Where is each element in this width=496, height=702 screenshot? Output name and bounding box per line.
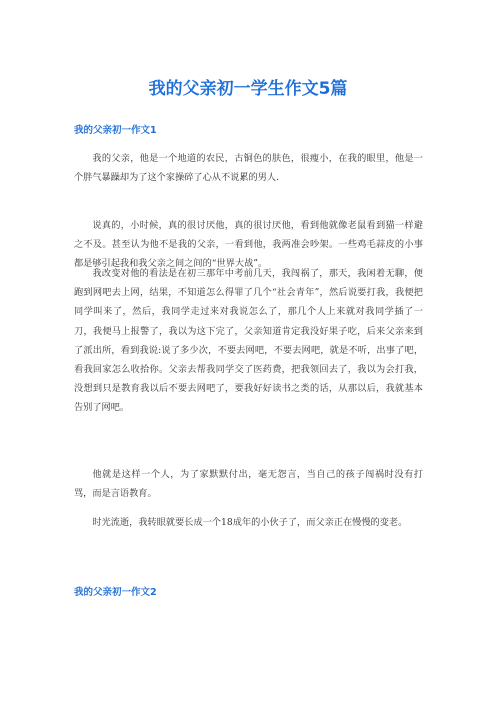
section-heading-2: 我的父亲初一作文2: [74, 587, 157, 598]
paragraph: 说真的，小时候，真的很讨厌他，真的很讨厌他，看到他就像老鼠看到猫一样避之不及。甚至认为他不是我的父亲，一看到他，我两准会吵架。一些鸡毛蒜皮的小事都是够引起我和我父亲之间之间的“世界大战”。: [74, 220, 423, 270]
paragraph: 他就是这样一个人，为了家默默付出，毫无怨言，当自己的孩子闯祸时没有打骂，而是言语教育。: [74, 469, 423, 500]
paragraph: 时光流逝，我转眼就要长成一个18成年的小伙子了，而父亲正在慢慢的变老。: [92, 517, 408, 528]
paragraph: 我改变对他的看法是在初三那年中考前几天，我闯祸了，那天，我闲着无聊，便跑到网吧去上网，结果，不知道怎么得罪了几个“社会青年”，然后说要打我，我便把同学叫来了，然后，我同学走过来对我说怎么了，那几个人上来就对我同学插了一刀，我便马上报警了，我以为这下完了，父亲知道肯定我没好果子吃，后来父亲来到了派出所，看到我说:说了多少次，不要去网吧，不要去网吧，就是不听，出事了吧，看我回家怎么收拾你。父亲去帮我同学交了医药费，把我领回去了，我以为会打我，没想到只是教育我以后不要去网吧了，要我好好读书之类的话，从那以后，我就基本告别了网吧。: [74, 268, 423, 414]
section-heading-1: 我的父亲初一作文1: [74, 125, 157, 136]
document-title: 我的父亲初一学生作文5篇: [148, 79, 348, 99]
paragraph: 我的父亲，他是一个地道的农民，古铜色的肤色，很瘦小，在我的眼里，他是一个胖气暴躁却为了这个家操碎了心从不说累的男人.: [74, 153, 423, 184]
